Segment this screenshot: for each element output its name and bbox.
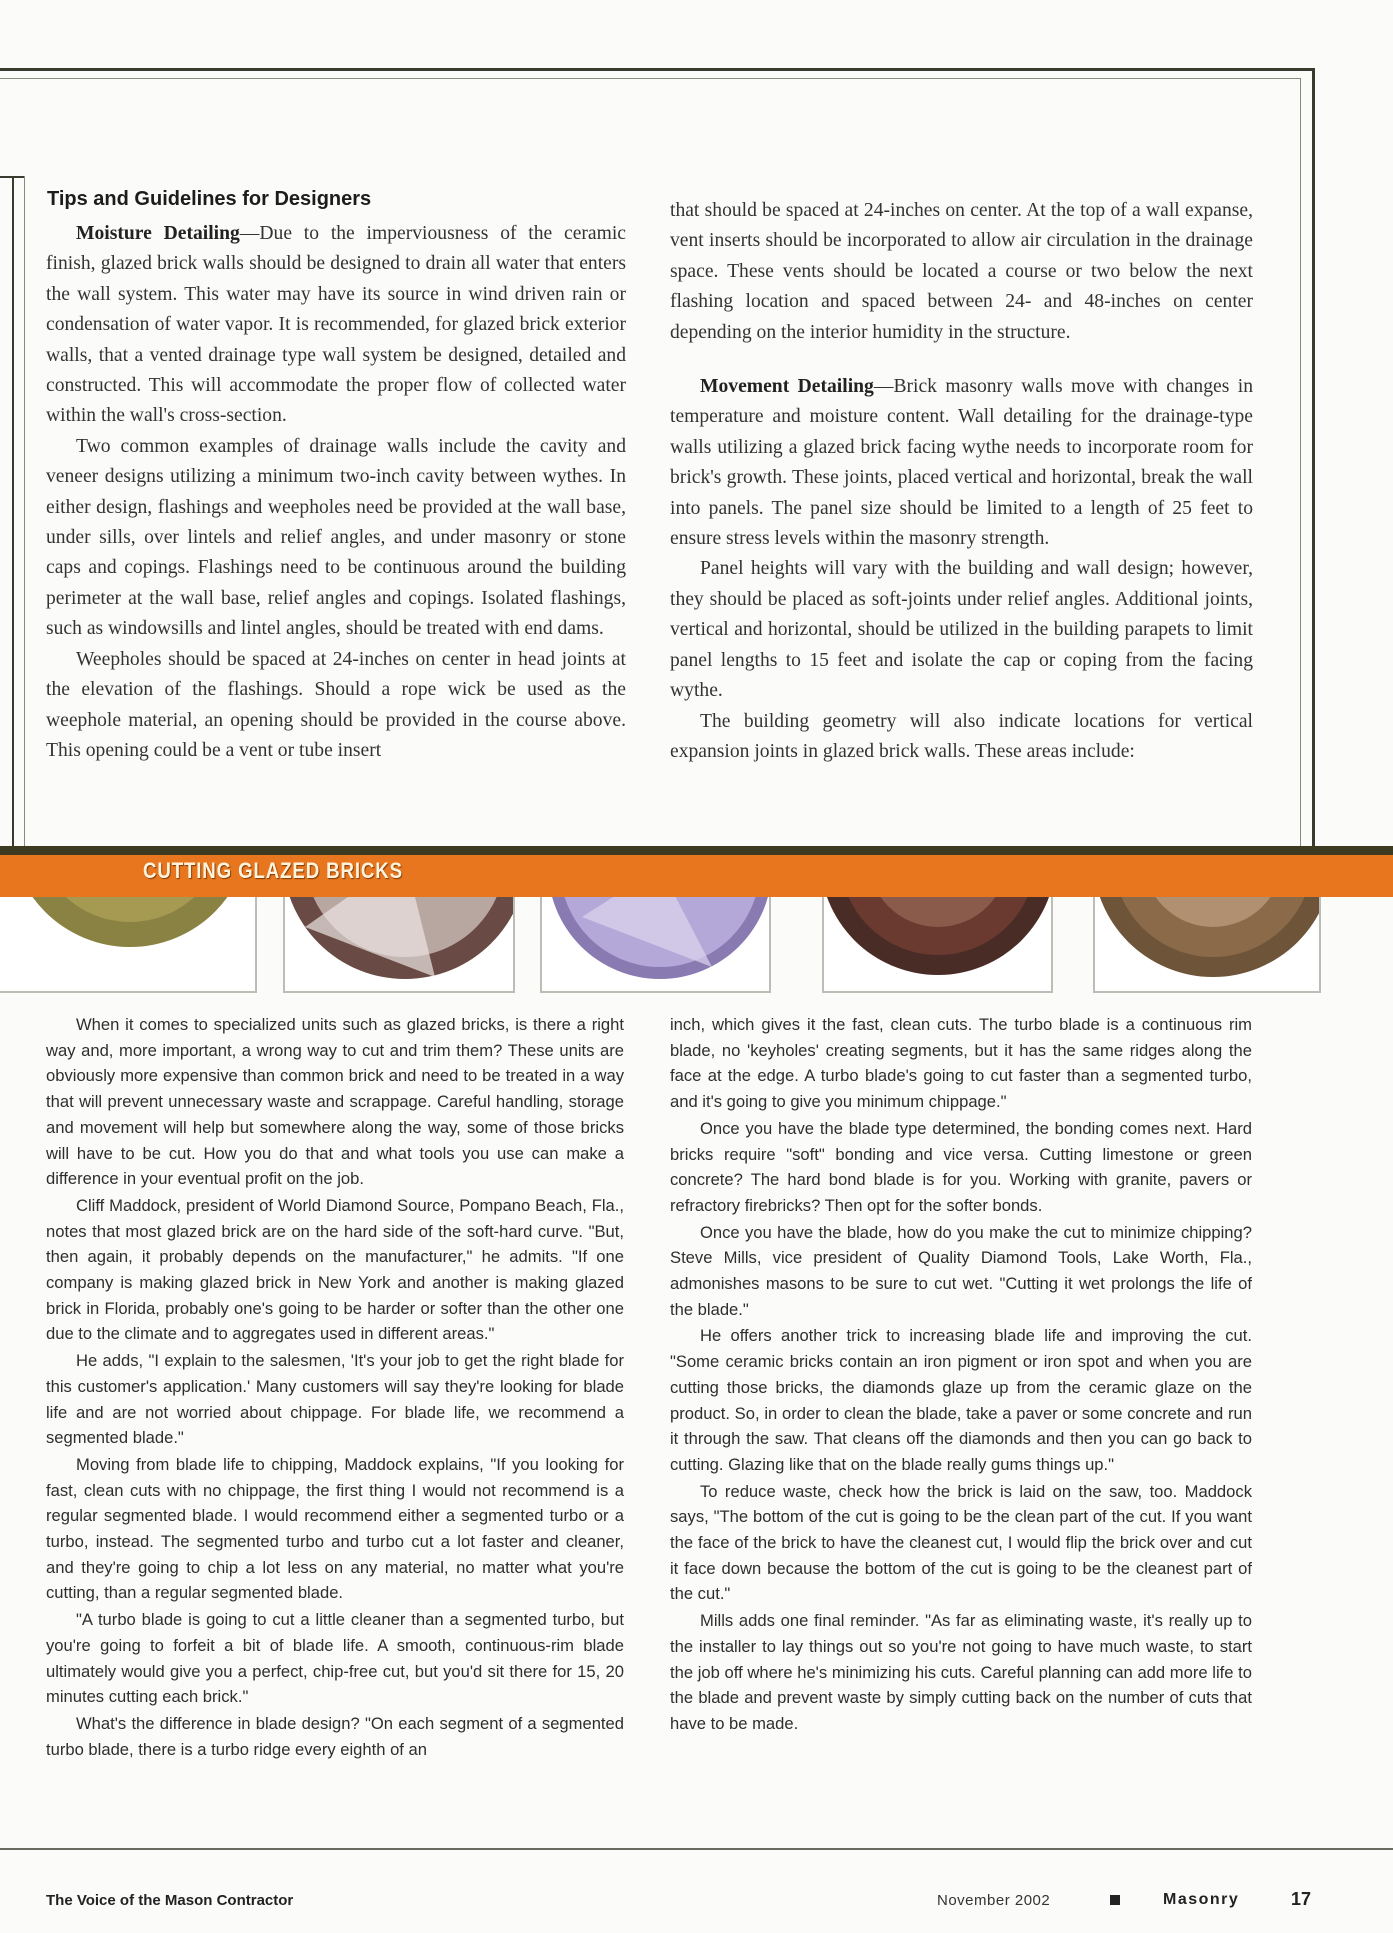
article-paragraph: He adds, "I explain to the salesmen, 'It's your job to get the right blade for this customer's application.' Many customers will say they're looking for blade life and are not worried about chippage. For blade life, we recommend a segmented blade.": [46, 1351, 624, 1448]
footer-square-bullet-icon: [1110, 1895, 1120, 1905]
blade-photo-4: [822, 897, 1053, 993]
segmented-blade-icon: [285, 897, 513, 979]
top-border-rule: [0, 68, 1315, 71]
article-paragraph: He offers another trick to increasing blade life and improving the cut. "Some ceramic bricks contain an iron pigment or iron spot and when you are cutting those bricks, the diamonds glaze up from the ceramic glaze on the product. So, in order to clean the blade, take a paver or some concrete and run it through the saw. That cleans off the diamonds and then you can go back to cutting. Glazing like that on the blade really gums things up.": [670, 1326, 1252, 1474]
right-border-rule: [1312, 68, 1315, 852]
moisture-paragraph-2: Two common examples of drainage walls include the cavity and veneer designs utilizing a minimum two-inch cavity between wythes. In either design, flashings and weepholes need be provided at the wall base, under sills, over lintels and relief angles, and under masonry or stone caps and copings. Flashings need to be continuous around the building perimeter at the wall base, relief angles and copings. Isolated flashings, such as windowsills and lintel angles, should be treated with end dams.: [46, 435, 626, 640]
article-paragraph: What's the difference in blade design? "On each segment of a segmented turbo blade, there is a turbo ridge every eighth of an: [46, 1713, 624, 1759]
segmented-turbo-blade-icon: [10, 897, 250, 947]
sidebar-heading: Tips and Guidelines for Designers: [47, 188, 372, 210]
continued-paragraph: that should be spaced at 24-inches on center. At the top of a wall expanse, vent inserts should be incorporated to allow air circulation in the drainage space. These vents should be located a course or two below the next flashing location and spaced between 24- and 48-inches on center depending on the interior humidity in the structure.: [670, 200, 1253, 343]
movement-paragraph-3: The building geometry will also indicate locations for vertical expansion joints in glazed brick walls. These areas include:: [670, 710, 1253, 762]
sidebar-right-column: [670, 196, 1253, 767]
article-paragraph: Mills adds one final reminder. "As far as eliminating waste, it's really up to the installer to lay things out so you're not going to have much waste, to start the job off where he's minimizing his cuts. Careful planning can add more life to the blade and prevent waste by simply cutting back on the number of cuts that have to be made.: [670, 1611, 1252, 1733]
moisture-paragraph-1: Moisture Detailing—Due to the imperviousness of the ceramic finish, glazed brick walls should be designed to drain all water that enters the wall system. This water may have its source in wind driven rain or condensation of water vapor. It is recommended, for glazed brick exterior walls, that a vented drainage type wall system be designed, detailed and constructed. This will accommodate the proper flow of collected water within the wall's cross-section.: [46, 223, 627, 427]
blade-photo-5: [1093, 897, 1321, 993]
turbo-blade-icon: [824, 897, 1051, 975]
movement-run-in-title: Movement Detailing: [700, 376, 874, 398]
left-border-rule-inner: [24, 176, 25, 852]
moisture-paragraph-3: Weepholes should be spaced at 24-inches on center in head joints at the elevation of the flashings. Should a rope wick be used as the weephole material, an opening should be provided in the course above. This opening could be a vent or tube insert: [46, 648, 626, 761]
article-paragraph: Once you have the blade type determined, the bonding comes next. Hard bricks require "soft" bonding and vice versa. Cutting limestone or green concrete? The hard bond blade is for you. Working with granite, pavers or refractory firebricks? Then opt for the softer bonds.: [670, 1118, 1252, 1215]
footer-date: November 2002: [937, 1892, 1051, 1909]
footer-magazine-name: Masonry: [1163, 1891, 1240, 1908]
footer-page-number: 17: [1291, 1889, 1312, 1909]
right-border-rule-inner: [1300, 78, 1301, 852]
article-right-column: [670, 1012, 1252, 1738]
footer-rule: [0, 1848, 1393, 1850]
movement-paragraph-1: Movement Detailing—Brick masonry walls move with changes in temperature and moisture content. Wall detailing for the drainage-type walls utilizing a glazed brick facing wythe needs to incorporate room for brick's growth. These joints, placed vertical and horizontal, break the wall into panels. The panel size should be limited to a length of 25 feet to ensure stress levels within the masonry strength.: [670, 376, 1253, 550]
movement-paragraph-2: Panel heights will vary with the building and wall design; however, they should be placed as soft-joints under relief angles. Additional joints, vertical and horizontal, should be utilized in the building parapets to limit panel lengths to 15 feet and isolate the cap or coping from the facing wythe.: [670, 558, 1253, 702]
article-paragraph: inch, which gives it the fast, clean cuts. The turbo blade is a continuous rim blade, no 'keyholes' creating segments, but it has the same ridges along the face at the edge. A turbo blade's going to cut faster than a segmented turbo, and it's going to give you minimum chippage.": [670, 1015, 1252, 1112]
top-border-rule-inner: [0, 78, 1300, 79]
article-paragraph: "A turbo blade is going to cut a little cleaner than a segmented turbo, but you're going to forfeit a bit of blade life. A smooth, continuous-rim blade ultimately would give you a perfect, chip-free cut, but you'd sit there for 15, 20 minutes cutting each brick.": [46, 1610, 624, 1707]
banner-dark-strip: [0, 846, 1393, 855]
article-paragraph: Moving from blade life to chipping, Maddock explains, "If you looking for fast, clean cuts with no chippage, the first thing I would not recommend is a regular segmented blade. I would recommend either a segmented turbo or a turbo, instead. The segmented turbo and turbo cut a lot faster and cleaner, and they're going to chip a lot less on any material, no matter what you're cutting, than a regular segmented blade.: [46, 1454, 624, 1603]
article-paragraph: When it comes to specialized units such as glazed bricks, is there a right way and, more important, a wrong way to cut and trim them? These units are obviously more expensive than common brick and need to be treated in a way that will prevent unnecessary waste and scrappage. Careful handling, storage and movement will help but somewhere along the way, some of those bricks will have to be cut. How you do that and what tools you use can make a difference in your eventual profit on the job.: [46, 1015, 624, 1189]
continuous-rim-blade-icon: [548, 897, 769, 979]
left-border-rule: [12, 176, 14, 852]
turbo-blade-bronze-icon: [1095, 897, 1319, 977]
blade-photo-2: [283, 897, 515, 993]
article-paragraph: To reduce waste, check how the brick is laid on the saw, too. Maddock says, "The bottom of the cut is going to be the clean part of the cut. If you want the face of the brick to have the cleanest cut, I would flip the brick over and cut it face down because the bottom of the cut is going to be the cleanest part of the cut.": [670, 1481, 1252, 1604]
sidebar-left-column: [46, 219, 626, 766]
article-paragraph: Cliff Maddock, president of World Diamond Source, Pompano Beach, Fla., notes that most glazed brick are on the hard side of the soft-hard curve. "But, then again, it probably depends on the manufacturer," he admits. "If one company is making glazed brick in New York and another is making glazed brick in Florida, probably one's going to be harder or softer than the other one due to the climate and to aggregates used in different areas.": [46, 1195, 624, 1344]
blade-photo-1: [0, 897, 257, 993]
section-banner-title: CUTTING GLAZED BRICKS: [143, 858, 403, 883]
article-left-column: [46, 1012, 624, 1763]
article-paragraph: Once you have the blade, how do you make the cut to minimize chipping? Steve Mills, vice president of Quality Diamond Tools, Lake Worth, Fla., admonishes masons to be sure to cut wet. "Cutting it wet prolongs the life of the blade.": [670, 1222, 1252, 1319]
blade-photo-3: [540, 897, 771, 993]
moisture-run-in-title: Moisture Detailing: [76, 223, 240, 244]
footer-tagline: The Voice of the Mason Contractor: [46, 1892, 294, 1909]
